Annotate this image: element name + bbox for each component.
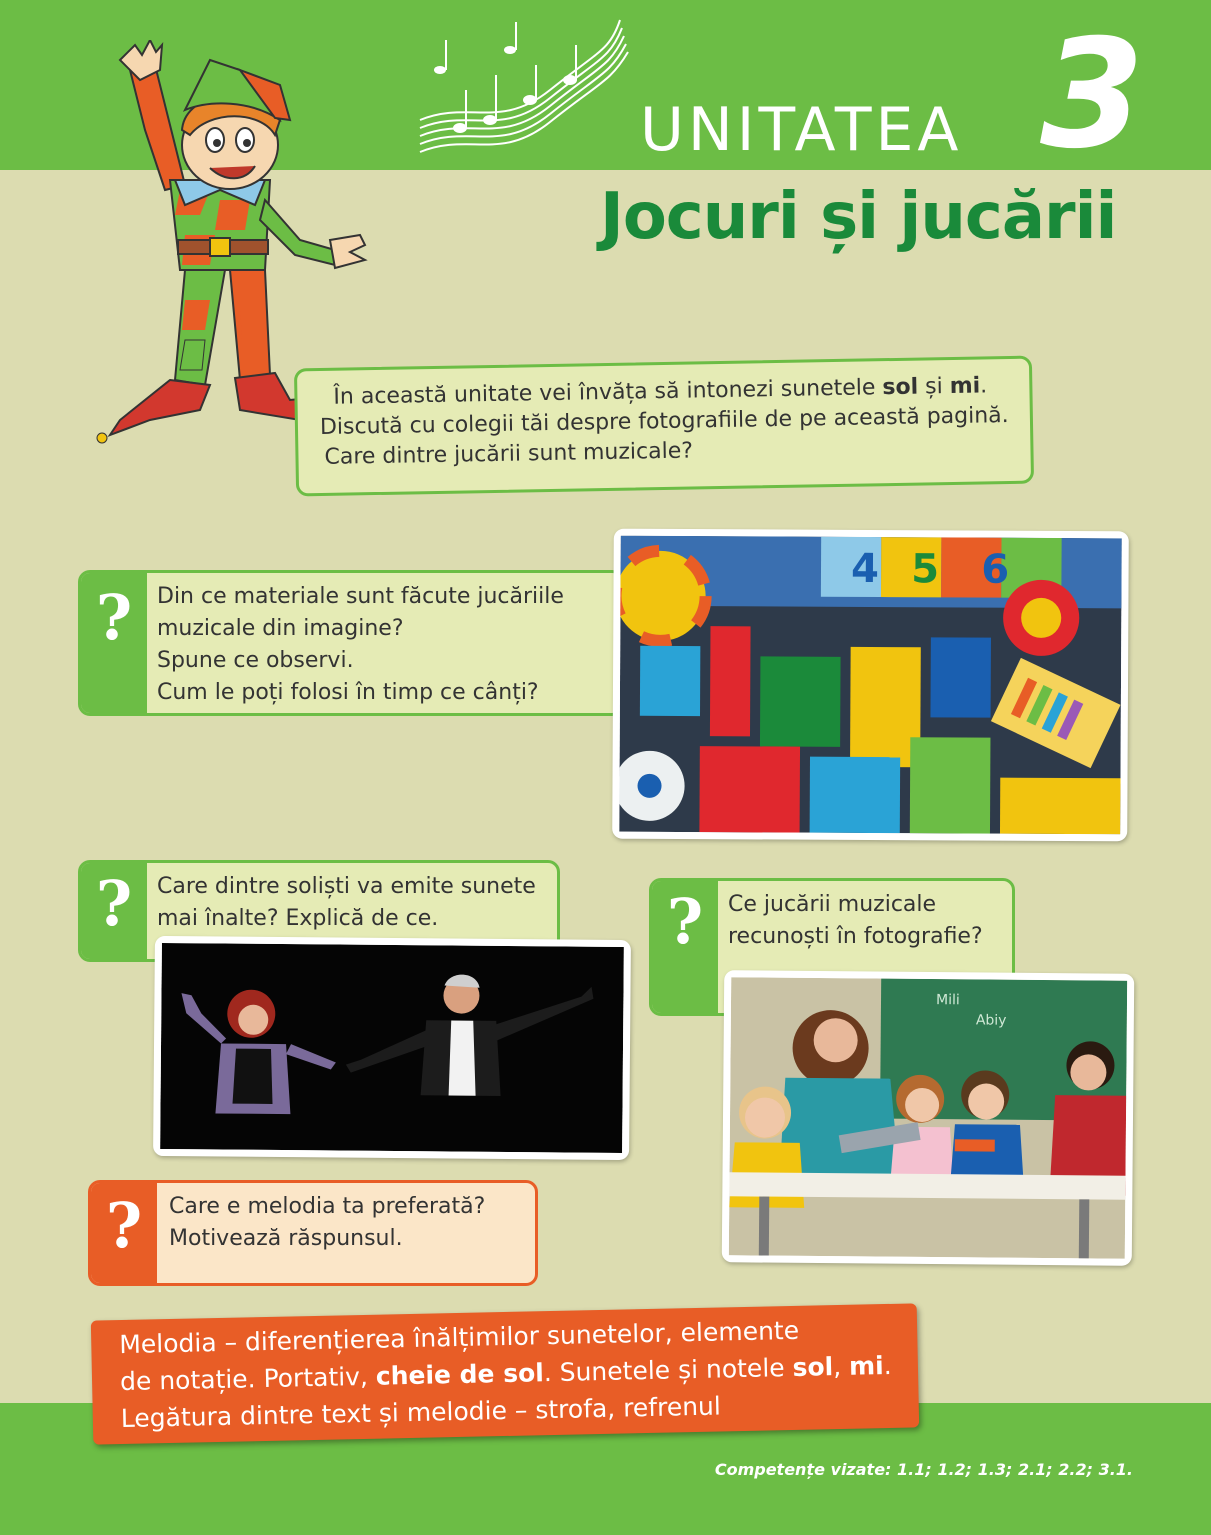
unit-title: Jocuri și jucării (600, 180, 1117, 254)
classroom-photo (722, 970, 1135, 1266)
question-musical-toys-text (728, 889, 1004, 953)
unit-number: 3 (1040, 8, 1145, 182)
intro-text (319, 371, 1009, 473)
question-line: mai înalte? Explică de ce. (157, 906, 439, 931)
question-line: recunoști în fotografie? (728, 924, 983, 949)
key-concepts-box (91, 1303, 919, 1444)
question-soloists-text (157, 871, 549, 935)
question-line: Motivează răspunsul. (169, 1226, 403, 1251)
question-line: Care e melodia ta preferată? (169, 1194, 486, 1219)
question-materials-text (157, 581, 613, 709)
competences-text: Competențe vizate: 1.1; 1.2; 1.3; 2.1; 2.2; 3.1. (714, 1460, 1133, 1479)
question-mark-icon: ? (95, 581, 133, 654)
question-mark-icon: ? (95, 867, 133, 940)
key-concepts-line-3: Legătura dintre text și melodie – strofa, refrenul (120, 1391, 722, 1434)
question-favorite-text (169, 1191, 527, 1255)
svg-text:6: 6 (981, 546, 1010, 593)
question-favorite-box (88, 1180, 538, 1286)
key-concepts-text (119, 1310, 893, 1437)
question-mark-icon: ? (105, 1189, 143, 1262)
svg-text:4: 4 (850, 545, 880, 593)
intro-line-3: Care dintre jucării sunt muzicale? (324, 438, 694, 470)
question-line: Care dintre soliști va emite sunete (157, 874, 536, 899)
key-concepts-line-2: de notație. Portativ, cheie de sol. Sunetele și notele sol, mi. (119, 1350, 892, 1397)
unit-label: UNITATEA (640, 95, 963, 165)
intro-box (294, 356, 1034, 497)
svg-text:Abiy: Abiy (975, 1012, 1007, 1029)
svg-text:5: 5 (911, 546, 940, 593)
question-materials-box (78, 570, 624, 716)
question-line: muzicale din imagine? (157, 616, 404, 641)
question-line: Ce jucării muzicale (728, 892, 937, 917)
toys-photo (612, 529, 1129, 842)
music-notes-decoration (410, 10, 630, 170)
intro-line-1: În această unitate vei învăța să intonezi sunetele sol și mi. (333, 373, 988, 410)
key-concepts-line-1: Melodia – diferențierea înălțimilor sunetelor, elemente (118, 1315, 800, 1360)
singers-photo (153, 936, 631, 1160)
intro-line-2: Discută cu colegii tăi despre fotografiile de pe această pagină. (319, 402, 1009, 441)
question-line: Spune ce observi. (157, 648, 354, 673)
question-line: Cum le poți folosi în timp ce cânți? (157, 680, 539, 705)
svg-text:Mili: Mili (935, 992, 960, 1009)
question-mark-icon: ? (666, 885, 704, 958)
question-line: Din ce materiale sunt făcute jucăriile (157, 584, 564, 609)
